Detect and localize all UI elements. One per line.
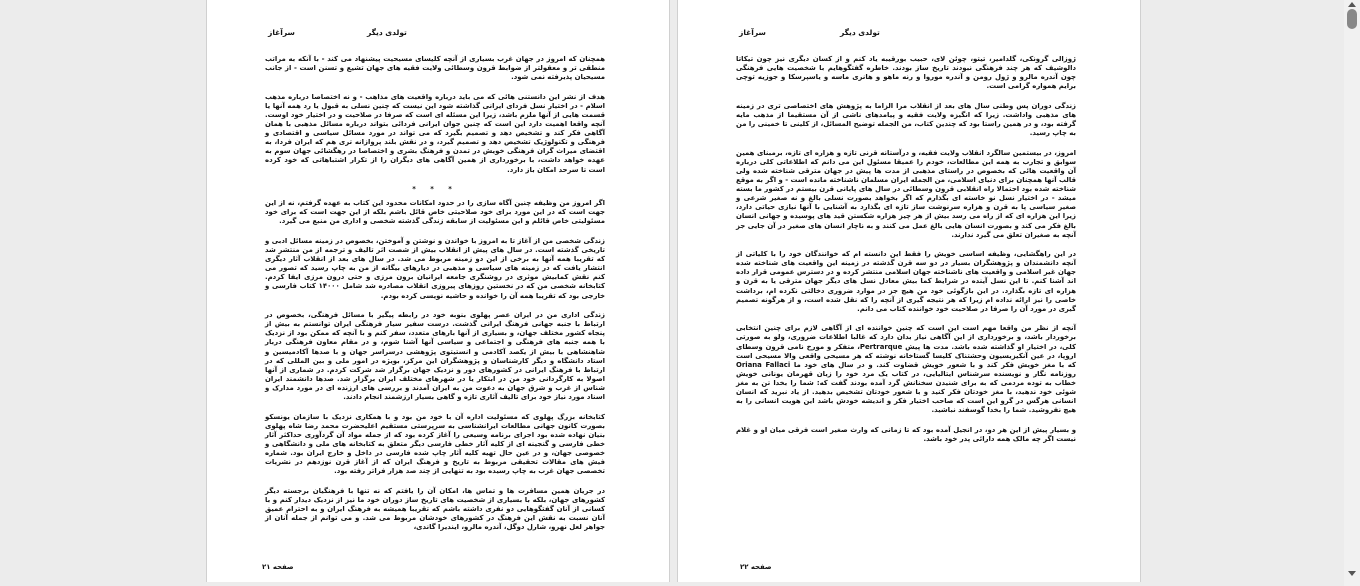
paragraph: همچنان که امروز در جهان غرب بسیاری از آنچه کلیسای مسیحیت پیشنهاد می کند - با آنکه به مراتب منطقی تر و معقولتر از ضوابط قرون وسطائی ولایت فقیه های جهان تشیع و تسنن است - از جانب مسیحیان پذیرفته نمی شود. <box>265 55 605 82</box>
paragraph: امروز، در بیستمین سالگرد انقلاب ولایت فقیه، و درآستانه قرنی تازه و هزاره ای تازه، برمبنای همین سوابق و تجارب به همه این مطالعات، خودم را عمیقا مسئول این می دانم که اطلاعاتی کلی درباره آن واقعیت هائی که بخصوص در راستای مذهبی از مدت ها پیش در جهان مترقی شناخته شده ولی قالب آنها همچنان برای دنیای اسلامی، من الجمله ایران مسلمان ناشناخته مانده است - و اگر به موقع شناخته شده بود احتمالا راه انقلابی قرون وسطائی در سال های پایانی قرن بیستم در کشور ما بسته میشد - در اختیار نسل نو خاسته ای بگذارم که اگر بخواهد بصورت نسلی بالغ و نه صغیر شرعی و صغیر سیاسی پا به قرن و هزاره سرنوشت ساز تازه ای بگذارد به آشنایی با آنها نیازی حیاتی دارد، زیرا این هزاره ای که از راه می رسد بیش از هر چیز هزاره شکستن قید های پوسیده و جهانی انسان بالغ فکر می کند و بصورت انسان هایی بالغ عمل می کنند و به ناچار انسان های صغیر در آن جایی جز آنچه به صغیران تعلق می گیرد ندارند. <box>736 148 1076 239</box>
vertical-scrollbar[interactable] <box>1344 0 1360 586</box>
paragraph: ژوزالی گرونکی، گلدامیر، تیتو، چوئن لای، حبیب بورقیبه یاد کنم و از کسان دیگری نیز چون تیکاتا دالوشیف که هر چند فرهنگی نبودند تاریخ ساز بودند. خاطره گفتگوهایم با شخصیت هایی فرهنگی چون آندره مالرو و ژول رومن و آندره موروا و رنه ماهو و هانری ماسه و یاسپرسکا و جوزیه توچی برایم همواره گرامی است. <box>736 55 1076 91</box>
paragraph: هدف از نشر این دانستنی هائی که می باید درباره واقعیت های مذاهب - و نه اختصاصا درباره مذهب اسلام - در اختیار نسل فردای ایرانی گذاشته شود این نیست که چنین نسلی به قبول یا رد همه آنها یا قسمت هایی از آنها ملزم باشد، زیرا این مسئله ای است که صرفا در صلاحیت و در اختیار خود اوست. آنچه واقعا اهمیت دارد این است که چنین جوان ایرانی فردائی بتواند درباره مسائل مذهبی با همان آگاهی فکر کند و تشخیص دهد و تصمیم بگیرد که می تواند در مورد مسائل سیاسی و اقتصادی و فرهنگی و تکنولوژیک تشخیص دهد و تصمیم گیرد، و در نقش بلند پروازانه تری هم که ایران فردا، به اقتضای میراث گران فرهنگی خویش در تمدن و فرهنگ بشری و اختصاصا در رهگشائی جهان سوم به عهده خواهد داشت، با برخورداری از همین آگاهی های دیگران را از تکرار اشتباهاتی که خود کرده است تا سرحد امکان باز دارد. <box>265 92 605 174</box>
page-body <box>736 55 1076 454</box>
page-number: صفحه ۲۱ <box>262 563 294 571</box>
page-number: صفحه ۲۲ <box>740 563 772 571</box>
page-body <box>265 55 605 543</box>
paragraph: آنچه از نظر من واقعا مهم است این است که چنین خواننده ای از آگاهی لازم برای چنین انتخابی برخوردار باشد، و برخورداری از این آگاهی نیاز بدان دارد که غالبا اطلاعات ضروری، ولو به صورتی کلی، در اختیار او گذاشته شده باشد. مدت ها پیش Pertrarque، متفکر و مورخ نامی قرون وسطای اروپا، در عین آنکیزیسیون وحشتناک کلیسا گستاخانه نوشته که هر مسیحی واقعی والا مسیحی است که با مغز خویش فکر کند و با شعور خویش قضاوت کند. و در سال های خود ما Oriana Fallaci روزنامه نگار و نویسنده سرشناس ایتالیایی، در کتاب یک مرد خود را زبان قهرمان یونانی خویش خطاب به توده مردمی که به برای شنیدن سخنانش گرد آمده بودند گفت که: شما را بخدا تن به مغز شوئی خود ندهید، با مغز خودتان فکر کنید و با شعور خودتان تشخیص بدهید. از یاد نبرید که انسان انسانی هرگس در گرو این است که صاحب اختیار فکر و اندیشه خودش باشد این هویت انسانی را به هیچ نفروشید. شما را بخدا گوسفند نباشید. <box>736 324 1076 415</box>
header-section-title: سرآغاز <box>739 28 766 37</box>
paragraph: کتابخانه بزرگ پهلوی که مسئولیت اداره آن با خود من بود و با همکاری نزدیک با سازمان یونسکو بصورت کانون جهانی مطالعات ایرانشناسی به سرپرستی مستقیم اعلیحضرت محمد رضا شاه پهلوی بنیان نهاده شده بود اجرای برنامه وسیعی را آغاز کرده بود که از جمله مواد آن گردآوری حداکثر آثار خطی فارسی و گنجینه ای از کلیه آثار خطی فارسی دیگر متعلق به کتابخانه های ملی و دانشگاهی و خصوصی جهان، و در عین حال تهیه کلیه آثار چاپ شده فارسی در داخل و خارج ایران بود. شماره فیش های مقالات تحقیقی مربوط به تاریخ و فرهنگ ایران که از آغاز قرن نوزدهم در نشریات تخصصی جهان غرب به چاپ رسیده بود به تنهایی از چند صد هزار فراتر رفته بود. <box>265 412 605 476</box>
paragraph: اگر امروز من وظیفه چنین آگاه سازی را در حدود امکانات محدود این کتاب به عهده گرفتم، نه از این جهت است که در این مورد برای خود صلاحیتی خاص قائل باشم بلکه از این جهت است که برای خود مسئولیتی خاص قائلم و این مسئولیت از سابقه زندگی گذشته شخصی و اداری من منبع می گیرد. <box>265 199 605 226</box>
paragraph: زندگی شخصی من از آغاز تا به امروز با خواندن و نوشتن و آموختن، بخصوص در زمینه مسائل ادبی و تاریخی گذشته است. در سال های پیش از انقلاب بیش از شصت اثر تالیف و ترجمه از من منتشر شد که تقریبا همه آنها به برخی از این دو زمینه مربوط می شد. در سال های بعد از انقلاب آثار دیگری انتشار یافت که در زمینه های سیاسی و مذهبی در دیارهای بیگانه از من به چاپ رسید که تصور می کنم نقش کمابیش موثری در روشنگری جامعه ایرانیان برون مرزی و حتی درون مرزی ایفا کردم. کتابخانه شخصی من که در نخستین روزهای پیروزی انقلاب مصادره شد شامل ۱۴۰۰۰ کتاب فارسی و خارجی بود که تقریبا همه آن را خوانده و حاشیه نویسی کرده بودم. <box>265 237 605 300</box>
header-book-title: تولدی دیگر <box>367 28 407 37</box>
scroll-up-arrow-icon[interactable] <box>1348 2 1356 7</box>
paragraph: در این راهگشایی، وظیفه اساسی خویش را فقط این دانسته ام که خوانندگان خود را با کلیاتی از آنچه دانشمندان و پژوهشگران بسیار در دو سه قرن گذشته در زمینه این واقعیت های شناخته شده جهان غیر اسلامی و واقعیت های ناشناخته جهان اسلامی منتشر کرده و در دسترس عمومی قرار داده اند آشنا کنم. تا این نسل آینده در شرایط کما بیش معادل نسل های دیگر جهان مترقی یا به قرن و هزاره ای تازه بگذارد. در این بازگوئی خود من هیچ جز در موارد ضروری دخالتی نکرده ام، برداشت خاصی را نیز ارائه نداده ام زیرا که هر نتیجه گیری از آنچه را که نقل شده است، و از هرگونه تصمیم گیری در مورد آن را صرفا در صلاحیت خود خواننده کتاب می دانم. <box>736 250 1076 313</box>
header-book-title: تولدی دیگر <box>840 28 880 37</box>
paragraph: و بسیار پیش از این هر دو، در انجیل آمده بود که تا زمانی که وارث صغیر است فرقی میان او و غلام نیست اگر چه مالک همه دارائی پدر خود باشد. <box>736 425 1076 443</box>
section-divider: * * * <box>412 185 458 194</box>
page-22 <box>677 0 1141 582</box>
paragraph: زندگی دوران پس وطنی سال های بعد از انقلاب مرا الزاما به پژوهش های اختصاصی تری در زمینه های مذهبی واداشت. زیرا که انگیزه ولایت فقیه و پیامدهای ناشی از آن مستقیما از مذهب مایه گرفته بود، و در همین راستا بود که چندین کتاب، من الجمله توضیح المسائل، از کلینی تا خمینی را من به چاپ رسید. <box>736 101 1076 138</box>
header-section-title: سرآغاز <box>268 28 295 37</box>
scrollbar-thumb[interactable] <box>1347 9 1357 29</box>
page-21 <box>206 0 670 582</box>
paragraph: در جریان همین مسافرت ها و تماس ها، امکان آن را یافتم که نه تنها با فرهنگیان برجسته دیگر کشورهای جهان، بلکه با بسیاری از شخصیت های تاریخ ساز دوران خود ما نیز از نزدیک دیدار کنم و با کسانی از آنان گفتگوهایی دو نفری داشته باشم که تقریبا همیشه به فرهنگ ایران و به احترام عمیق آنان نسبت به نقش این فرهنگ در کشورهای خودشان مربوط می شد. و می توانم از جمله آنان از جواهر لعل نهرو، شارل دوگل، آندره مالرو، ایندیرا گاندی، <box>265 486 605 532</box>
scroll-down-arrow-icon[interactable] <box>1348 571 1356 576</box>
paragraph: زندگی اداری من در ایران عصر پهلوی بنوبه خود در رابطه پیگیر با مسائل فرهنگی، بخصوص در ارتباط با جنبه جهانی فرهنگ ایرانی گذشت. درست سفیر سیار فرهنگی ایران توانستم به بیش از پنجاه کشور مختلف جهان، و بسیاری از آنها بارهای متعدد، سفر کنم و با آنچه که ممکن بود از نزدیک با همه جنبه های فرهنگی و اجتماعی و سیاسی آنها آشنا شوم، و در مقام معاون فرهنگی دربار شاهنشاهی با بیش از یکصد آکادمی و انستیتوی پژوهشی درسراسر جهان و با صدها آکادمیسین و استاد دانشگاه و دیگر کارشناسان و پژوهشگران این مرکز، بویژه در امور ملی و بین المللی که در ارتباط با فرهنگ ایرانی در کشورهای دور و نزدیک جهان برگزار شد شرکت کردم. در شماری از آنها اصولا به کارگردانی خود من در ابتکار یا در شهرهای مختلف ایران برگزار شد. صدها دانشمند ایران شناس از غرب و شرق جهان به دعوت من به ایران آمدند و بررسی های ارزنده ای در مورد مدارک و اسناد مورد نیاز خود برای تالیف آثاری تازه و گاهی بسیار ارزشمند انجام دادند. <box>265 311 605 401</box>
